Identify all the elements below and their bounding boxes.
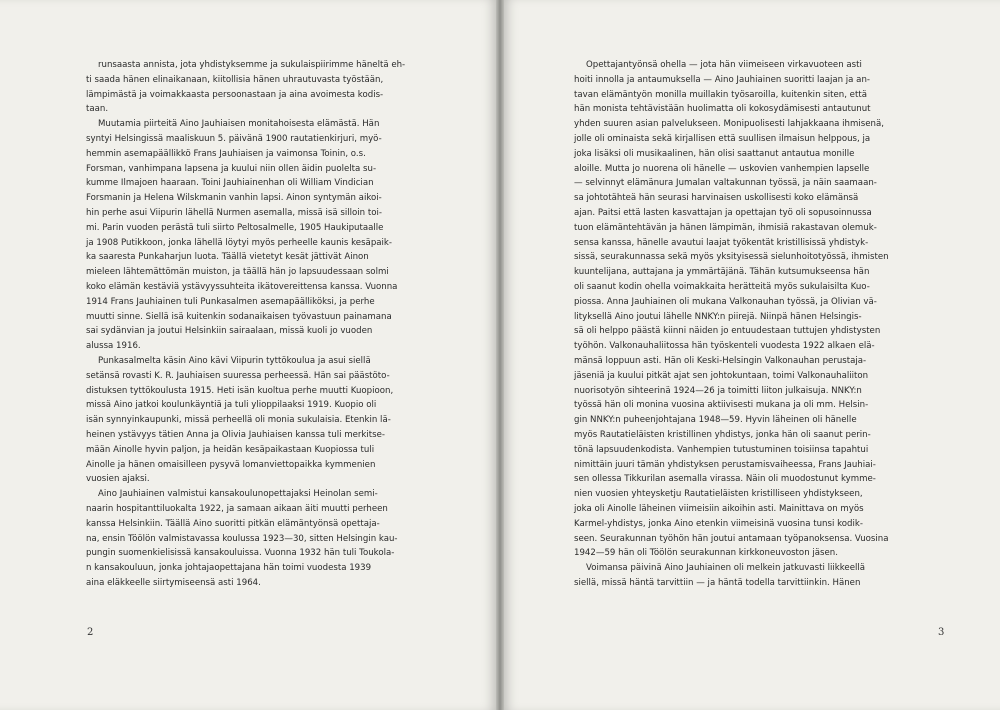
text-line: 1914 Frans Jauhiainen tuli Punkasalmen asemapäälliköksi, ja perhe xyxy=(86,296,375,307)
text-line: joka oli Ainolle läheinen viimeisiin aikoihin asti. Mainittava on myös xyxy=(574,503,864,514)
text-line: muutti sinne. Siellä isä kuitenkin sodanaikaisen työvastuun painamana xyxy=(86,311,392,322)
text-line: na, ensin Töölön valmistavassa koulussa 1923—30, sitten Helsingin kau- xyxy=(86,533,398,544)
text-line: tönä lapsuudenkodista. Vanhempien tutustuminen toisiinsa tapahtui xyxy=(574,444,869,455)
text-line: alussa 1916. xyxy=(86,341,141,352)
text-line: jäseniä ja kuului pitkät ajat sen johtokuntaan, toimi Valkonauhaliiton xyxy=(574,370,869,381)
text-line: työssä hän oli monina vuosina aktiivisesti mukana ja oli mm. Helsin- xyxy=(574,400,869,411)
paragraph xyxy=(574,561,954,591)
text-line: ti saada hänen elinaikanaan, kiitollisia hänen uhrautuvasta työstään, xyxy=(86,74,384,85)
text-line: lityksellä Aino joutui lähelle NNKY:n piirejä. Niinpä hänen Helsingis- xyxy=(574,311,862,322)
text-line: tavan elämäntyön monilla muillakin työsaroilla, kuitenkin siten, että xyxy=(574,89,867,100)
text-line: seen. Seurakunnan työhön hän joutui antamaan työpanoksensa. Vuosina xyxy=(574,533,889,544)
text-line: hoiti innolla ja antaumuksella — Aino Jauhiainen suoritti laajan ja an- xyxy=(574,74,870,85)
text-line: hemmin asemapäällikkö Frans Jauhiaisen ja vaimonsa Toinin, o.s. xyxy=(86,148,366,159)
text-line: pungin suomenkielisissä kansakouluissa. Vuonna 1932 hän tuli Toukola- xyxy=(86,548,395,559)
text-line: ja 1908 Putikkoon, jonka lähellä löytyi myös perheelle kaunis kesäpaik- xyxy=(86,237,393,248)
text-line: nuorisotyön sihteerinä 1924—26 ja toimitti liiton julkaisuja. NNKY:n xyxy=(574,385,862,396)
right-page-number: 3 xyxy=(938,627,945,638)
text-line: distuksen tyttökoulusta 1915. Heti isän kuoltua perhe muutti Kuopioon, xyxy=(86,385,394,396)
right-page xyxy=(504,0,1000,710)
text-line: nimittäin juuri tämän yhdistyksen perustamisvaiheessa, Frans Jauhiai- xyxy=(574,459,876,470)
text-line: mään Ainolle hyvin paljon, ja heidän kesäpaikastaan Kuopiossa tuli xyxy=(86,444,375,455)
text-line: heinen ystävyys tätien Anna ja Olivia Jauhiaisen kanssa tuli merkitse- xyxy=(86,429,386,440)
text-line: runsaasta annista, jota yhdistyksemme ja sukulaispiirimme häneltä eh- xyxy=(98,60,406,70)
text-line: setänsä rovasti K. R. Jauhiaisen suuressa perheessä. Hän sai päästöto- xyxy=(86,370,390,381)
text-line: aina eläkkeelle siirtymiseensä asti 1964. xyxy=(86,577,261,588)
text-line: — selvinnyt elämänura Jumalan valtakunnan työssä, ja näin saamaan- xyxy=(574,178,877,189)
text-line: sa johtotähteä hän seurasi harvinaisen uskollisesti koko elämänsä xyxy=(574,193,859,204)
text-line: Forsman, vanhimpana lapsena ja kuului niin ollen äidin puolelta su- xyxy=(86,163,377,174)
left-page-number: 2 xyxy=(87,627,94,638)
text-line: ajan. Paitsi että lasten kasvattajan ja opettajan työ oli sopusoinnussa xyxy=(574,207,872,218)
text-line: mänsä loppuun asti. Hän oli Keski-Helsingin Valkonauhan perustaja- xyxy=(574,355,867,366)
paragraph xyxy=(574,58,954,561)
text-line: Karmel-yhdistys, jonka Aino etenkin viimeisinä vuosina tunsi kodik- xyxy=(574,518,863,529)
text-line: Muutamia piirteitä Aino Jauhiaisen monitahoisesta elämästä. Hän xyxy=(98,119,380,130)
text-line: Punkasalmelta käsin Aino kävi Viipurin tyttökoulua ja asui siellä xyxy=(98,355,371,366)
text-line: siellä, missä häntä tarvittiin — ja häntä todella tarvittiinkin. Hänen xyxy=(574,577,861,588)
paragraph xyxy=(86,487,464,591)
right-page-text xyxy=(574,58,954,591)
text-line: jolle oli ominaista sekä kirjallisen että suullisen ilmaisun helppous, ja xyxy=(574,133,871,144)
text-line: sai sydänvian ja joutui Helsinkiin sairaalaan, missä kuoli jo vuoden xyxy=(86,326,373,337)
text-line: sensa kanssa, hänelle avautui laajat työkentät kristillisissä yhdistyk- xyxy=(574,237,869,248)
text-line: ka saaresta Punkaharjun luota. Täällä vietetyt kesät jättivät Ainon xyxy=(86,252,369,263)
left-page-text xyxy=(86,58,464,591)
text-line: piossa. Anna Jauhiainen oli mukana Valkonauhan työssä, ja Olivian vä- xyxy=(574,296,877,307)
text-line: Aino Jauhiainen valmistui kansakoulunopettajaksi Heinolan semi- xyxy=(98,489,378,500)
text-line: syntyi Helsingissä maaliskuun 5. päivänä 1900 rautatienkirjuri, myö- xyxy=(86,133,382,144)
text-line: Ainolle ja hänen omaisilleen pysyvä lomanviettopaikka kymmenien xyxy=(86,459,376,470)
text-line: naarin hospitanttiluokalta 1922, ja samaan aikaan äiti muutti perheen xyxy=(86,503,388,514)
text-line: koko elämän kestäviä ystävyyssuhteita ikätovereittensa kanssa. Vuonna xyxy=(86,281,398,292)
text-line: yhden suuren asian palvelukseen. Monipuolisesti lahjakkaana ihmisenä, xyxy=(574,119,884,130)
text-line: joka lisäksi oli musikaalinen, hän olisi saattanut antautua monille xyxy=(574,148,855,159)
text-line: missä Aino jatkoi koulunkäyntiä ja tuli ylioppilaaksi 1919. Kuopio oli xyxy=(86,400,377,411)
text-line: myös Rautatieläisten kristillinen yhdistys, jonka hän oli saanut perin- xyxy=(574,429,871,440)
paragraph xyxy=(86,58,464,117)
text-line: vuosien ajaksi. xyxy=(86,474,150,485)
book-gutter xyxy=(496,0,504,710)
text-line: n kansakouluun, jonka johtajaopettajana hän toimi vuodesta 1939 xyxy=(86,563,372,574)
text-line: Voimansa päivinä Aino Jauhiainen oli melkein jatkuvasti liikkeellä xyxy=(586,563,866,574)
text-line: kumme Ilmajoen haaraan. Toini Jauhiainenhan oli William Vindician xyxy=(86,178,374,189)
text-line: isän synnyinkaupunki, missä perheellä oli monia sukulaisia. Etenkin lä- xyxy=(86,415,391,426)
text-line: sissä, seurakunnassa sekä myös yksityisessä sielunhoitotyössä, ihmisten xyxy=(574,252,889,263)
text-line: 1942—59 hän oli Töölön seurakunnan kirkkoneuvoston jäsen. xyxy=(574,548,838,559)
text-line: kanssa Helsinkiin. Täällä Aino suoritti pitkän elämäntyönsä opettaja- xyxy=(86,518,380,529)
text-line: mieleen lähtemättömän muiston, ja täällä hän jo lapsuudessaan solmi xyxy=(86,267,389,278)
text-line: kuuntelijana, auttajana ja ymmärtäjänä. Tähän kutsumukseensa hän xyxy=(574,267,870,278)
text-line: hin perhe asui Viipurin lähellä Nurmen asemalla, missä isä silloin toi- xyxy=(86,207,382,218)
text-line: sen ollessa Tikkurilan asemalla virassa. Näin oli muodostunut kymme- xyxy=(574,474,876,485)
paragraph xyxy=(86,117,464,354)
text-line: gin NNKY:n puheenjohtajana 1948—59. Hyvin läheinen oli hänelle xyxy=(574,415,857,426)
paragraph xyxy=(86,354,464,487)
text-line: lämpimästä ja voimakkaasta persoonastaan ja aina avoimesta kodis- xyxy=(86,89,384,100)
text-line: hän monista tehtävistään huolimatta oli kokosydämisesti antautunut xyxy=(574,104,871,115)
text-line: mi. Parin vuoden perästä tuli siirto Peltosalmelle, 1905 Haukiputaalle xyxy=(86,222,384,233)
text-line: taan. xyxy=(86,104,109,115)
text-line: työhön. Valkonauhaliitossa hän työskenteli vuodesta 1922 alkaen elä- xyxy=(574,341,875,352)
left-page xyxy=(0,0,496,710)
text-line: Opettajantyönsä ohella — jota hän viimeiseen virkavuoteen asti xyxy=(586,60,862,70)
text-line: oli saanut kodin ohella voimakkaita herätteitä myös sukulaisilta Kuo- xyxy=(574,281,870,292)
text-line: sä oli helppo päästä kiinni näiden jo entuudestaan tuttujen yhdistysten xyxy=(574,326,881,337)
text-line: nien vuosien yhteysketju Rautatieläisten kristilliseen yhdistykseen, xyxy=(574,489,863,500)
text-line: tuon elämäntehtävän ja hänen lämpimän, ihmisiä rakastavan olemuk- xyxy=(574,222,877,233)
text-line: aloille. Mutta jo nuorena oli hänelle — uskovien vanhempien lapselle xyxy=(574,163,870,174)
text-line: Forsmanin ja Helena Wilskmanin vanhin lapsi. Ainon syntymän aikoi- xyxy=(86,193,382,204)
